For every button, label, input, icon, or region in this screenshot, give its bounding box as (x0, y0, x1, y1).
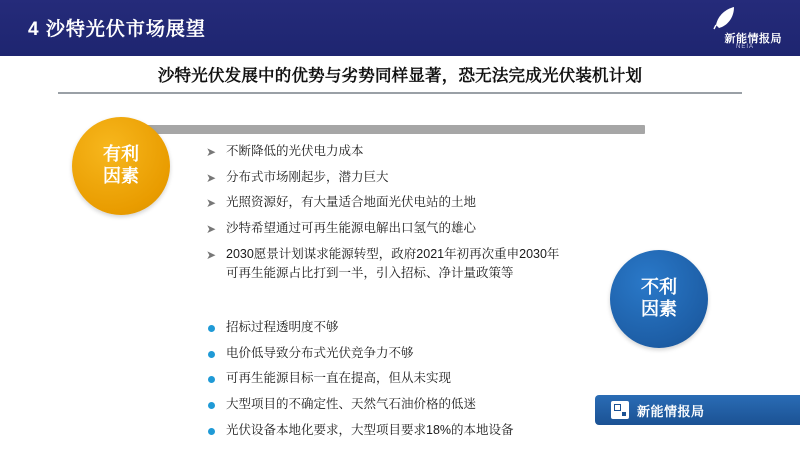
list-item (206, 144, 676, 160)
unfavorable-badge-line2: 因素 (641, 299, 677, 319)
qr-code-icon (611, 401, 629, 419)
footer-brand-tab[interactable] (595, 395, 800, 425)
list-item (206, 371, 676, 387)
bottom-strip (0, 439, 800, 449)
brand-abbr: NEIA (735, 44, 754, 50)
page-title: 4 沙特光伏市场展望 (28, 19, 206, 40)
list-item (206, 346, 676, 362)
list-item (206, 170, 676, 186)
feather-icon (712, 6, 738, 30)
list-item-text: 大型项目的不确定性、天然气石油价格的低迷 (226, 396, 477, 411)
dot-marker-icon (208, 428, 215, 435)
list-item-text: 光照资源好，有大量适合地面光伏电站的土地 (226, 195, 477, 210)
subtitle-divider (58, 92, 742, 94)
dot-marker-icon (208, 376, 215, 383)
dot-marker-icon (208, 402, 215, 409)
brand-logo (650, 4, 790, 52)
slide-header (0, 0, 800, 56)
list-item-text: 光伏设备本地化要求，大型项目要求18%的本地设备 (226, 422, 514, 437)
list-item-text: 沙特希望通过可再生能源电解出口氢气的雄心 (226, 220, 477, 235)
list-item-text: 可再生能源目标一直在提高，但从未实现 (226, 371, 452, 386)
list-item (206, 320, 676, 336)
list-item-text: 不断降低的光伏电力成本 (226, 144, 364, 158)
favorable-badge-line2: 因素 (103, 166, 139, 186)
list-item-text: 分布式市场刚起步，潜力巨大 (226, 169, 389, 184)
list-item (206, 221, 676, 237)
list-item-text: 电价低导致分布式光伏竞争力不够 (226, 345, 414, 360)
chevron-marker-icon: ➤ (206, 145, 217, 159)
dot-marker-icon (208, 325, 215, 332)
list-item (206, 247, 676, 282)
footer-brand-label: 新能情报局 (637, 403, 705, 419)
list-item-text: 2030愿景计划谋求能源转型，政府2021年初再次重申2030年 (226, 246, 560, 261)
dot-marker-icon (208, 351, 215, 358)
slide-subtitle: 沙特光伏发展中的优势与劣势同样显著，恐无法完成光伏装机计划 (157, 67, 643, 85)
unfavorable-badge-line1: 不利 (641, 277, 677, 298)
chevron-marker-icon: ➤ (206, 221, 217, 236)
brand-name: 新能情报局 (724, 33, 782, 45)
list-item-text: 招标过程透明度不够 (226, 320, 339, 334)
favorable-bar (105, 125, 645, 134)
favorable-badge (72, 117, 170, 215)
list-item-text-second-line: 可再生能源占比打到一半，引入招标、净计量政策等 (226, 266, 514, 281)
favorable-badge-line1: 有利 (103, 144, 139, 165)
chevron-marker-icon: ➤ (206, 247, 217, 262)
list-item (206, 195, 676, 211)
chevron-marker-icon: ➤ (206, 170, 217, 185)
favorable-list (206, 144, 676, 282)
chevron-marker-icon: ➤ (206, 196, 217, 211)
